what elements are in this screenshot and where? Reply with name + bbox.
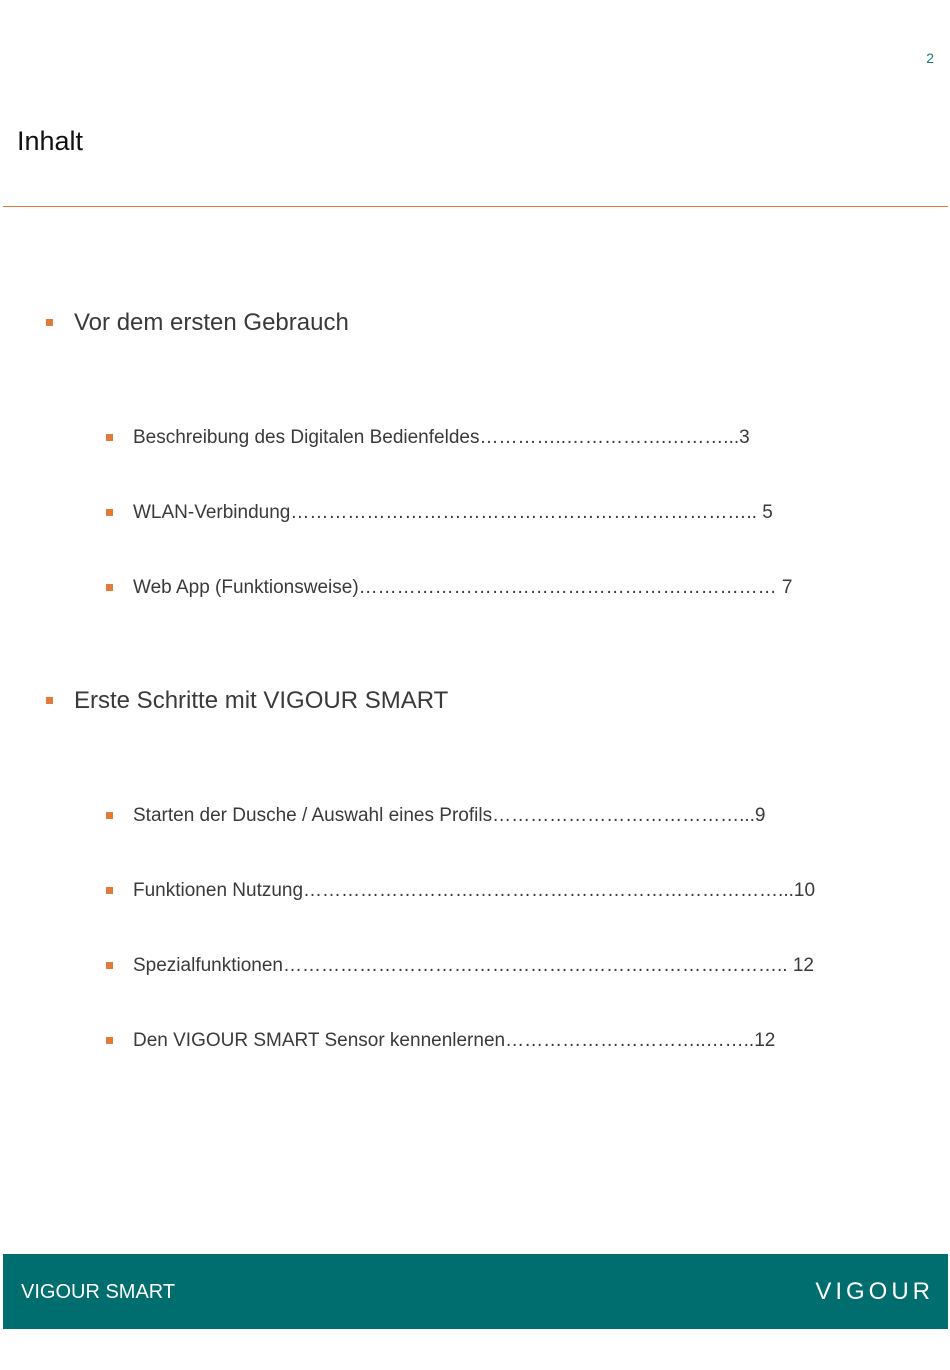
entry-bullet bbox=[106, 812, 113, 819]
title-divider bbox=[3, 206, 948, 207]
entry-bullet bbox=[106, 1037, 113, 1044]
footer-bar bbox=[3, 1254, 948, 1329]
toc-entry[interactable]: Den VIGOUR SMART Sensor kennenlernen…………………………..……..12 bbox=[133, 1030, 776, 1051]
footer-title: VIGOUR SMART bbox=[21, 1281, 176, 1303]
page-title: Inhalt bbox=[17, 126, 84, 156]
toc-entry[interactable]: WLAN-Verbindung……………………………………………………………….. 5 bbox=[133, 502, 773, 523]
entry-bullet bbox=[106, 509, 113, 516]
section-heading: Vor dem ersten Gebrauch bbox=[74, 309, 349, 336]
toc-entry[interactable]: Starten der Dusche / Auswahl eines Profils…………………………………...9 bbox=[133, 805, 766, 826]
entry-bullet bbox=[106, 887, 113, 894]
toc-entry[interactable]: Spezialfunktionen…………………………………………………………………….. 12 bbox=[133, 955, 814, 976]
section-bullet bbox=[46, 697, 53, 704]
toc-entry[interactable]: Beschreibung des Digitalen Bedienfeldes…………..…………….………...3 bbox=[133, 427, 750, 448]
vigour-logo: VIGOUR bbox=[815, 1278, 934, 1305]
toc-entry[interactable]: Funktionen Nutzung…………………………………………………………………...10 bbox=[133, 880, 816, 901]
entry-bullet bbox=[106, 584, 113, 591]
section-bullet bbox=[46, 319, 53, 326]
entry-bullet bbox=[106, 434, 113, 441]
entry-bullet bbox=[106, 962, 113, 969]
page-number: 2 bbox=[926, 50, 934, 66]
toc-entry[interactable]: Web App (Funktionsweise)………………………………………………………… 7 bbox=[133, 577, 793, 598]
section-heading: Erste Schritte mit VIGOUR SMART bbox=[74, 687, 449, 714]
